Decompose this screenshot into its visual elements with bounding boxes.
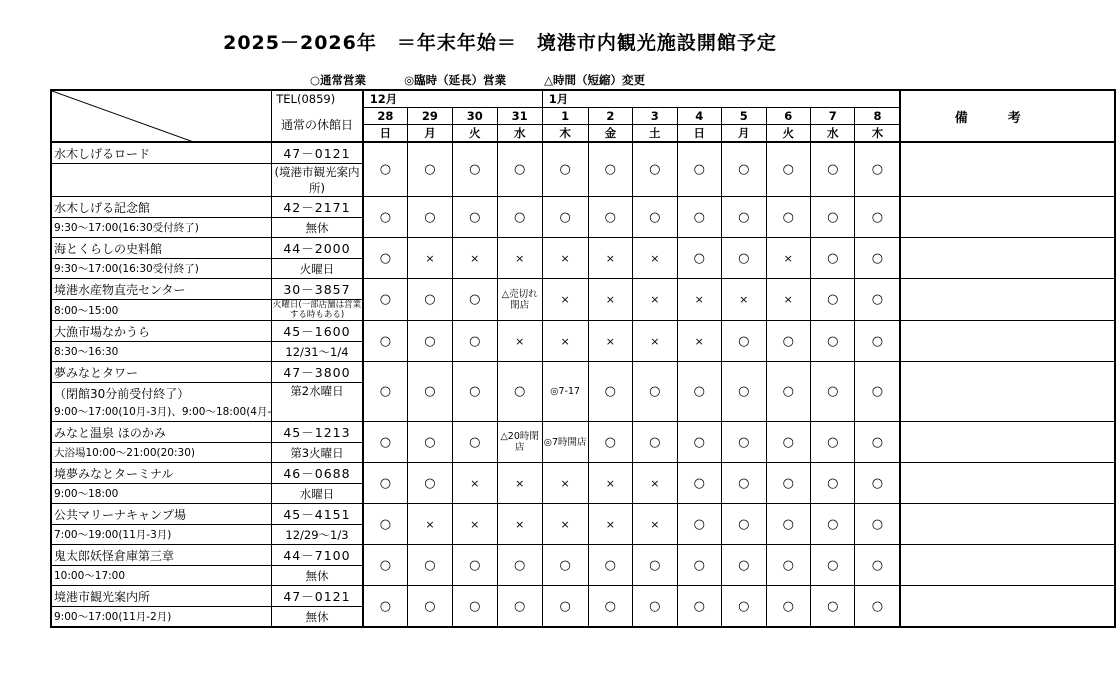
status-cell: ○ — [855, 463, 900, 504]
status-cell: ○ — [855, 142, 900, 197]
diagonal-line — [52, 91, 213, 142]
weekday: 木 — [855, 125, 900, 143]
status-cell: × — [497, 238, 542, 279]
status-cell: ○ — [855, 197, 900, 238]
facility-hours: 10:00～17:00 — [51, 566, 272, 586]
status-cell: △20時閉店 — [497, 422, 542, 463]
facility-hours: 7:00～19:00(11月-3月) — [51, 525, 272, 545]
status-cell: ○ — [408, 362, 453, 422]
weekday: 月 — [722, 125, 766, 143]
facility-tel: 45－1213 — [272, 422, 363, 443]
facility-name: 海とくらしの史料館 — [51, 238, 272, 259]
facility-tel: 30－3857 — [272, 279, 363, 300]
status-cell: × — [497, 463, 542, 504]
status-cell: ○ — [363, 545, 408, 586]
status-cell: ○ — [766, 463, 810, 504]
status-cell: ○ — [408, 279, 453, 321]
facility-name: 鬼太郎妖怪倉庫第三章 — [51, 545, 272, 566]
status-cell: ○ — [855, 279, 900, 321]
facility-name: 夢みなとタワー — [51, 362, 272, 383]
remarks-cell — [900, 422, 1115, 463]
status-cell: × — [588, 238, 632, 279]
facility-hours: 9:00～17:00(11月-2月) — [51, 607, 272, 628]
status-cell: ○ — [452, 422, 497, 463]
status-cell: ◎7時開店 — [542, 422, 588, 463]
status-cell: ○ — [677, 142, 721, 197]
status-cell: × — [408, 238, 453, 279]
status-cell: ○ — [363, 321, 408, 362]
status-cell: ○ — [588, 422, 632, 463]
facility-tel: 42－2171 — [272, 197, 363, 218]
status-cell: × — [497, 321, 542, 362]
facility-closed-day: 火曜日 — [272, 259, 363, 279]
status-cell: × — [542, 238, 588, 279]
facility-tel: 45－1600 — [272, 321, 363, 342]
status-cell: ○ — [766, 362, 810, 422]
status-cell: ○ — [811, 362, 855, 422]
page-title: 2025－2026年 ＝年末年始＝ 境港市内観光施設開館予定 — [223, 32, 777, 54]
status-cell: ○ — [588, 362, 632, 422]
status-cell: ○ — [811, 142, 855, 197]
status-cell: ○ — [408, 545, 453, 586]
facility-name: 境港市観光案内所 — [51, 586, 272, 607]
status-cell: × — [722, 279, 766, 321]
facility-tel: 45－4151 — [272, 504, 363, 525]
status-cell: ○ — [542, 197, 588, 238]
status-cell: ○ — [363, 504, 408, 545]
status-cell: × — [408, 504, 453, 545]
status-cell: ○ — [811, 238, 855, 279]
status-cell: ○ — [452, 321, 497, 362]
status-cell: ○ — [452, 142, 497, 197]
status-cell: ○ — [452, 279, 497, 321]
status-cell: ○ — [408, 586, 453, 628]
status-cell: ○ — [855, 238, 900, 279]
remarks-cell — [900, 197, 1115, 238]
status-cell: ○ — [766, 504, 810, 545]
status-cell: ○ — [542, 142, 588, 197]
facility-tel: 44－2000 — [272, 238, 363, 259]
status-cell: × — [452, 238, 497, 279]
remarks-cell — [900, 463, 1115, 504]
status-cell: ○ — [811, 197, 855, 238]
facility-closed-day: 無休 — [272, 218, 363, 238]
status-cell: ○ — [408, 197, 453, 238]
status-cell: ○ — [452, 197, 497, 238]
status-cell: × — [677, 279, 721, 321]
status-cell: ○ — [588, 586, 632, 628]
day-number: 31 — [497, 108, 542, 125]
status-cell: ○ — [588, 545, 632, 586]
status-cell: ○ — [722, 362, 766, 422]
status-cell: × — [542, 504, 588, 545]
status-cell: ○ — [497, 586, 542, 628]
status-cell: ○ — [633, 362, 677, 422]
status-cell: ○ — [588, 197, 632, 238]
day-number: 5 — [722, 108, 766, 125]
weekday: 水 — [811, 125, 855, 143]
status-cell: ◎7-17 — [542, 362, 588, 422]
status-cell: ○ — [452, 545, 497, 586]
day-number: 4 — [677, 108, 721, 125]
status-cell: ○ — [408, 463, 453, 504]
status-cell: ○ — [766, 197, 810, 238]
status-cell: ○ — [363, 142, 408, 197]
facility-name: みなと温泉 ほのかみ — [51, 422, 272, 443]
legend — [310, 72, 679, 88]
status-cell: × — [633, 504, 677, 545]
day-number: 28 — [363, 108, 408, 125]
status-cell: ○ — [766, 422, 810, 463]
status-cell: × — [766, 279, 810, 321]
status-cell: × — [497, 504, 542, 545]
header-corner — [51, 90, 272, 142]
status-cell: ○ — [588, 142, 632, 197]
remarks-cell — [900, 586, 1115, 628]
day-number: 7 — [811, 108, 855, 125]
facility-closed-day: 12/31～1/4 — [272, 342, 363, 362]
facility-closed-day: (境港市観光案内所) — [272, 164, 363, 197]
facility-hours: 9:30～17:00(16:30受付終了) — [51, 218, 272, 238]
status-cell: ○ — [497, 197, 542, 238]
status-cell: ○ — [452, 586, 497, 628]
status-cell: × — [633, 321, 677, 362]
day-number: 3 — [633, 108, 677, 125]
legend-normal: ○通常営業 — [310, 73, 367, 87]
remarks-cell — [900, 279, 1115, 321]
remarks-header: 備考 — [900, 90, 1115, 142]
remarks-cell — [900, 545, 1115, 586]
facility-name: 大漁市場なかうら — [51, 321, 272, 342]
status-cell: ○ — [811, 279, 855, 321]
status-cell: ○ — [633, 142, 677, 197]
status-cell: × — [542, 321, 588, 362]
month-january: 1月 — [542, 90, 900, 108]
status-cell: ○ — [722, 586, 766, 628]
facility-closed-day: 第2水曜日 — [272, 383, 363, 422]
status-cell: × — [677, 321, 721, 362]
status-cell: ○ — [542, 586, 588, 628]
status-cell: ○ — [811, 422, 855, 463]
status-cell: ○ — [855, 321, 900, 362]
day-number: 30 — [452, 108, 497, 125]
status-cell: × — [588, 279, 632, 321]
status-cell: ○ — [363, 463, 408, 504]
status-cell: ○ — [766, 545, 810, 586]
remarks-cell — [900, 321, 1115, 362]
status-cell: ○ — [766, 142, 810, 197]
status-cell: ○ — [722, 422, 766, 463]
status-cell: ○ — [677, 362, 721, 422]
facility-tel: 44－7100 — [272, 545, 363, 566]
facility-name: 水木しげるロード — [51, 142, 272, 164]
facility-closed-day: 第3火曜日 — [272, 443, 363, 463]
status-cell: ○ — [811, 321, 855, 362]
remarks-cell — [900, 362, 1115, 422]
status-cell: ○ — [677, 463, 721, 504]
facility-hours: 9:00～17:00(10月-3月)、9:00～18:00(4月- — [54, 406, 272, 418]
status-cell: ○ — [811, 504, 855, 545]
status-cell: ○ — [855, 504, 900, 545]
status-cell: ○ — [408, 142, 453, 197]
facility-name: 公共マリーナキャンプ場 — [51, 504, 272, 525]
facility-closed-day: 無休 — [272, 566, 363, 586]
status-cell: ○ — [452, 362, 497, 422]
facility-hours: 8:30～16:30 — [51, 342, 272, 362]
status-cell: ○ — [722, 463, 766, 504]
status-cell: ○ — [363, 197, 408, 238]
closed-day-header: 通常の休館日 — [272, 108, 363, 143]
status-cell: × — [452, 504, 497, 545]
day-number: 8 — [855, 108, 900, 125]
status-cell: ○ — [855, 586, 900, 628]
status-cell: ○ — [633, 197, 677, 238]
facility-hours — [51, 164, 272, 197]
status-cell: ○ — [811, 463, 855, 504]
weekday: 日 — [363, 125, 408, 143]
status-cell: ○ — [766, 321, 810, 362]
weekday: 水 — [497, 125, 542, 143]
facility-closed-day: 12/29～1/3 — [272, 525, 363, 545]
facility-tel: 47－3800 — [272, 362, 363, 383]
status-cell: × — [452, 463, 497, 504]
status-cell: ○ — [722, 238, 766, 279]
status-cell: × — [588, 321, 632, 362]
status-cell: ○ — [363, 362, 408, 422]
status-cell: ○ — [497, 545, 542, 586]
weekday: 月 — [408, 125, 453, 143]
facility-tel: 47－0121 — [272, 142, 363, 164]
weekday: 土 — [633, 125, 677, 143]
remarks-cell — [900, 238, 1115, 279]
status-cell: ○ — [363, 279, 408, 321]
status-cell: × — [588, 463, 632, 504]
status-cell: ○ — [722, 321, 766, 362]
status-cell: ○ — [497, 142, 542, 197]
status-cell: ○ — [811, 586, 855, 628]
status-cell: ○ — [542, 545, 588, 586]
status-cell: × — [588, 504, 632, 545]
status-cell: ○ — [363, 586, 408, 628]
status-cell: ○ — [363, 422, 408, 463]
status-cell: △売切れ閉店 — [497, 279, 542, 321]
schedule-table — [50, 89, 1116, 628]
status-cell: ○ — [722, 545, 766, 586]
facility-closed-day: 水曜日 — [272, 484, 363, 504]
status-cell: × — [542, 279, 588, 321]
remarks-cell — [900, 142, 1115, 197]
tel-header: TEL(0859) — [272, 90, 363, 108]
status-cell: ○ — [677, 586, 721, 628]
status-cell: ○ — [722, 197, 766, 238]
day-number: 6 — [766, 108, 810, 125]
status-cell: ○ — [633, 586, 677, 628]
facility-name: 水木しげる記念館 — [51, 197, 272, 218]
weekday: 火 — [766, 125, 810, 143]
status-cell: ○ — [677, 197, 721, 238]
weekday: 金 — [588, 125, 632, 143]
status-cell: ○ — [677, 422, 721, 463]
weekday: 日 — [677, 125, 721, 143]
status-cell: ○ — [633, 422, 677, 463]
status-cell: ○ — [497, 362, 542, 422]
status-cell: × — [633, 238, 677, 279]
status-cell: × — [542, 463, 588, 504]
status-cell: ○ — [363, 238, 408, 279]
remarks-cell — [900, 504, 1115, 545]
status-cell: ○ — [677, 545, 721, 586]
status-cell: ○ — [722, 504, 766, 545]
status-cell: ○ — [766, 586, 810, 628]
day-number: 29 — [408, 108, 453, 125]
facility-tel: 46－0688 — [272, 463, 363, 484]
facility-hours: 大浴場10:00～21:00(20:30) — [51, 443, 272, 463]
legend-extended: ◎臨時（延長）営業 — [404, 73, 507, 87]
facility-tel: 47－0121 — [272, 586, 363, 607]
status-cell: × — [766, 238, 810, 279]
legend-shortened: △時間（短縮）変更 — [544, 73, 645, 87]
day-number: 2 — [588, 108, 632, 125]
weekday: 木 — [542, 125, 588, 143]
facility-hours: 9:00～18:00 — [51, 484, 272, 504]
status-cell: ○ — [633, 545, 677, 586]
status-cell: ○ — [677, 238, 721, 279]
status-cell: ○ — [677, 504, 721, 545]
status-cell: ○ — [855, 545, 900, 586]
facility-subname: （閉館30分前受付終了） — [54, 387, 190, 401]
status-cell: ○ — [408, 422, 453, 463]
status-cell: ○ — [855, 422, 900, 463]
facility-closed-day: 無休 — [272, 607, 363, 628]
facility-name: 境夢みなとターミナル — [51, 463, 272, 484]
status-cell: ○ — [811, 545, 855, 586]
facility-name: 境港水産物直売センター — [51, 279, 272, 300]
status-cell: × — [633, 279, 677, 321]
facility-hours: 9:30～17:00(16:30受付終了) — [51, 259, 272, 279]
status-cell: ○ — [408, 321, 453, 362]
weekday: 火 — [452, 125, 497, 143]
status-cell: × — [633, 463, 677, 504]
facility-hours: 8:00～15:00 — [51, 300, 272, 321]
day-number: 1 — [542, 108, 588, 125]
facility-closed-day: 火曜日(一部店舗は営業する時もある) — [272, 300, 362, 320]
month-december: 12月 — [363, 90, 543, 108]
status-cell: ○ — [855, 362, 900, 422]
status-cell: ○ — [722, 142, 766, 197]
